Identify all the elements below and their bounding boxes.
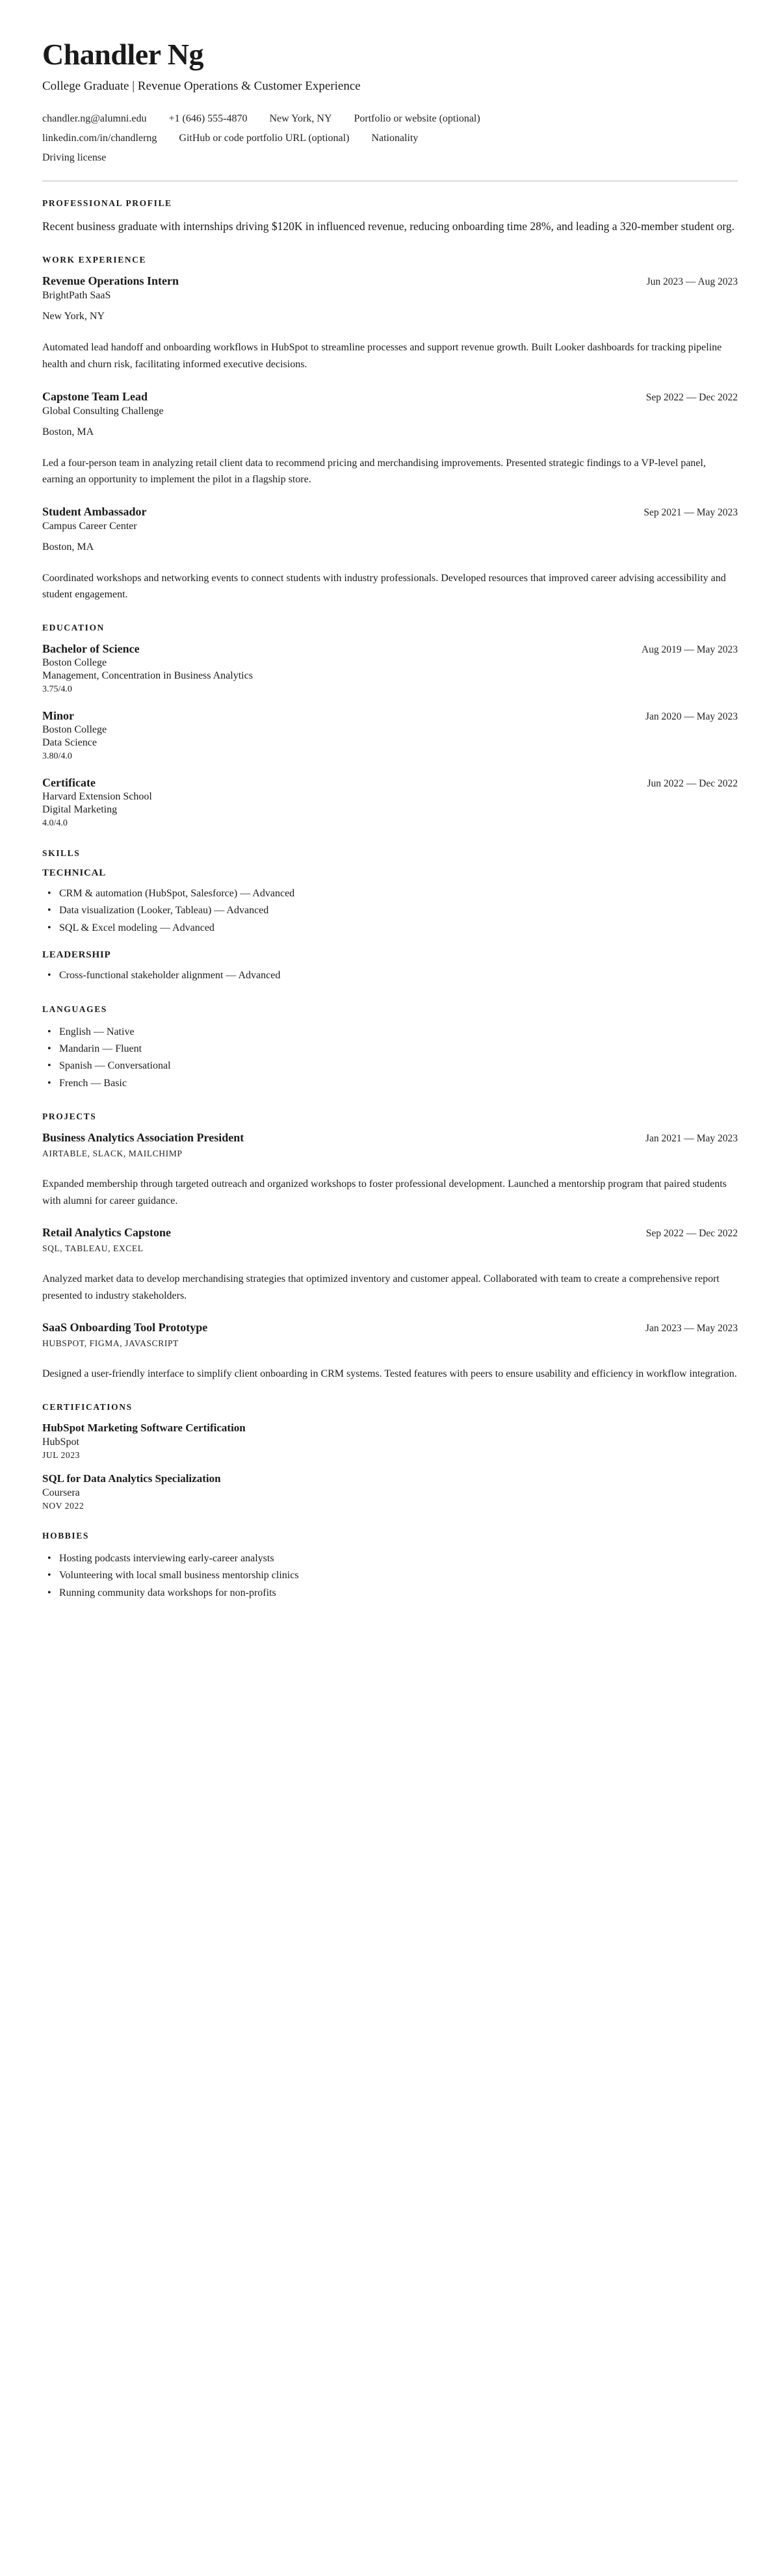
work-entry-head bbox=[42, 274, 738, 288]
education-entry-head bbox=[42, 642, 738, 656]
education-gpa: 3.80/4.0 bbox=[42, 751, 72, 761]
project-tools: SQL, TABLEAU, EXCEL bbox=[42, 1243, 144, 1254]
skills-group-technical bbox=[42, 868, 738, 937]
work-role: Student Ambassador bbox=[42, 504, 147, 518]
section-title-languages: LANGUAGES bbox=[42, 1004, 107, 1014]
certification-date: NOV 2022 bbox=[42, 1501, 84, 1511]
work-dates: Jun 2023 — Aug 2023 bbox=[646, 276, 738, 288]
certification-name: HubSpot Marketing Software Certification bbox=[42, 1422, 246, 1435]
language-item: • Mandarin — Fluent bbox=[59, 1041, 738, 1058]
section-skills bbox=[42, 848, 738, 985]
work-description: Led a four-person team in analyzing retail client data to recommend pricing and merchandising improvements. Presented strategic findings to a VP-level panel, earning an opportunity to implement the pilot in a flagship store. bbox=[42, 457, 706, 486]
project-dates: Jan 2023 — May 2023 bbox=[645, 1323, 738, 1334]
project-description: Analyzed market data to develop merchandising strategies that optimized inventory and customer appeal. Collaborated with team to create a comprehensive report presented to industry stakeholders. bbox=[42, 1273, 720, 1301]
education-school: Boston College bbox=[42, 723, 107, 735]
contact-line-1 bbox=[42, 113, 738, 125]
work-company: Global Consulting Challenge bbox=[42, 405, 164, 417]
section-projects bbox=[42, 1112, 738, 1383]
section-title-education: EDUCATION bbox=[42, 622, 105, 632]
hobbies-list bbox=[42, 1550, 738, 1602]
contact-linkedin: linkedin.com/in/chandlerng bbox=[42, 133, 157, 144]
skills-group-name: LEADERSHIP bbox=[42, 950, 111, 961]
candidate-name: Chandler Ng bbox=[42, 38, 203, 71]
profile-text: Recent business graduate with internships driving $120K in influenced revenue, reducing onboarding time 28%, and leading a 320-member student org. bbox=[42, 220, 734, 233]
hobby-item: • Hosting podcasts interviewing early-career analysts bbox=[59, 1550, 738, 1567]
education-degree: Certificate bbox=[42, 775, 96, 789]
language-item: • Spanish — Conversational bbox=[59, 1058, 738, 1074]
education-entry-head bbox=[42, 709, 738, 723]
section-title-hobbies: HOBBIES bbox=[42, 1531, 89, 1541]
project-entry bbox=[42, 1226, 738, 1304]
language-item: • French — Basic bbox=[59, 1075, 738, 1092]
project-name: SaaS Onboarding Tool Prototype bbox=[42, 1321, 208, 1334]
work-description: Automated lead handoff and onboarding workflows in HubSpot to streamline processes and support revenue growth. Built Looker dashboards for tracking pipeline health and churn risk, facilitating informed executive decisions. bbox=[42, 342, 722, 371]
hobby-item: • Running community data workshops for non-profits bbox=[59, 1585, 738, 1602]
section-title-projects: PROJECTS bbox=[42, 1112, 97, 1122]
education-entry bbox=[42, 776, 738, 829]
certification-org: Coursera bbox=[42, 1487, 80, 1499]
work-entry bbox=[42, 505, 738, 603]
contact-driving-license: Driving license bbox=[42, 152, 107, 164]
project-dates: Sep 2022 — Dec 2022 bbox=[645, 1228, 738, 1240]
work-company: Campus Career Center bbox=[42, 520, 137, 532]
section-work-experience bbox=[42, 255, 738, 603]
education-field: Data Science bbox=[42, 736, 97, 748]
contact-portfolio: Portfolio or website (optional) bbox=[354, 113, 480, 125]
skill-item: • Data visualization (Looker, Tableau) — Advanced bbox=[59, 902, 738, 919]
work-location: Boston, MA bbox=[42, 541, 94, 553]
project-entry-head bbox=[42, 1321, 738, 1334]
project-entry-head bbox=[42, 1131, 738, 1145]
section-title-skills: SKILLS bbox=[42, 848, 81, 858]
project-description: Expanded membership through targeted outreach and organized workshops to foster professional development. Launched a mentorship program that paired students with alumni for career guidance. bbox=[42, 1178, 727, 1206]
project-name: Business Analytics Association President bbox=[42, 1131, 244, 1145]
education-gpa: 3.75/4.0 bbox=[42, 684, 72, 694]
hobby-item: • Volunteering with local small business mentorship clinics bbox=[59, 1567, 738, 1584]
work-entry-head bbox=[42, 505, 738, 519]
work-role: Capstone Team Lead bbox=[42, 389, 148, 403]
education-entry bbox=[42, 709, 738, 762]
education-field: Management, Concentration in Business Analytics bbox=[42, 670, 253, 681]
education-school: Harvard Extension School bbox=[42, 790, 152, 802]
project-tools: AIRTABLE, SLACK, MAILCHIMP bbox=[42, 1149, 183, 1159]
skills-group-name: TECHNICAL bbox=[42, 867, 107, 878]
contact-nationality: Nationality bbox=[371, 133, 419, 144]
certification-org: HubSpot bbox=[42, 1437, 79, 1448]
section-hobbies bbox=[42, 1531, 738, 1602]
contact-phone: +1 (646) 555-4870 bbox=[168, 113, 248, 125]
certification-entry bbox=[42, 1422, 738, 1461]
work-dates: Sep 2021 — May 2023 bbox=[644, 506, 738, 518]
education-dates: Jun 2022 — Dec 2022 bbox=[647, 777, 738, 789]
project-description: Designed a user-friendly interface to simplify client onboarding in CRM systems. Tested features with peers to ensure usability and efficiency in workflow integration. bbox=[42, 1368, 737, 1380]
education-field: Digital Marketing bbox=[42, 803, 118, 815]
education-dates: Aug 2019 — May 2023 bbox=[641, 644, 738, 655]
section-education bbox=[42, 623, 738, 829]
work-company: BrightPath SaaS bbox=[42, 290, 111, 302]
education-degree: Bachelor of Science bbox=[42, 642, 140, 655]
education-gpa: 4.0/4.0 bbox=[42, 818, 68, 828]
work-location: Boston, MA bbox=[42, 426, 94, 437]
contact-email: chandler.ng@alumni.edu bbox=[42, 113, 147, 125]
work-entry bbox=[42, 274, 738, 372]
section-title-work: WORK EXPERIENCE bbox=[42, 255, 147, 265]
project-name: Retail Analytics Capstone bbox=[42, 1226, 171, 1240]
section-title-profile: PROFESSIONAL PROFILE bbox=[42, 198, 172, 209]
education-school: Boston College bbox=[42, 657, 107, 668]
work-description: Coordinated workshops and networking events to connect students with industry professionals. Developed resources that improved career advising accessibility and student engagement. bbox=[42, 572, 726, 601]
certification-entry bbox=[42, 1472, 738, 1511]
section-professional-profile bbox=[42, 198, 738, 235]
project-entry bbox=[42, 1321, 738, 1383]
section-certifications bbox=[42, 1402, 738, 1511]
work-location: New York, NY bbox=[42, 311, 105, 322]
certification-name: SQL for Data Analytics Specialization bbox=[42, 1472, 221, 1485]
section-languages bbox=[42, 1004, 738, 1093]
work-entry-head bbox=[42, 390, 738, 404]
project-dates: Jan 2021 — May 2023 bbox=[645, 1133, 738, 1145]
project-entry-head bbox=[42, 1226, 738, 1240]
contact-line-3 bbox=[42, 152, 738, 164]
project-entry bbox=[42, 1131, 738, 1209]
skills-list bbox=[42, 885, 738, 937]
work-entry bbox=[42, 390, 738, 488]
certification-date: JUL 2023 bbox=[42, 1450, 80, 1461]
work-dates: Sep 2022 — Dec 2022 bbox=[645, 391, 738, 403]
contact-line-2 bbox=[42, 133, 738, 144]
education-degree: Minor bbox=[42, 709, 74, 722]
education-entry bbox=[42, 642, 738, 695]
section-title-certifications: CERTIFICATIONS bbox=[42, 1402, 133, 1412]
skill-item: • SQL & Excel modeling — Advanced bbox=[59, 920, 738, 937]
project-tools: HUBSPOT, FIGMA, JAVASCRIPT bbox=[42, 1338, 179, 1349]
skills-list bbox=[42, 967, 738, 984]
language-item: • English — Native bbox=[59, 1024, 738, 1041]
skill-item: • CRM & automation (HubSpot, Salesforce) — Advanced bbox=[59, 885, 738, 902]
contact-github: GitHub or code portfolio URL (optional) bbox=[179, 133, 350, 144]
languages-list bbox=[42, 1024, 738, 1093]
contact-location: New York, NY bbox=[269, 113, 332, 125]
candidate-headline: College Graduate | Revenue Operations & Customer Experience bbox=[42, 79, 361, 94]
skill-item: • Cross-functional stakeholder alignment — Advanced bbox=[59, 967, 738, 984]
education-entry-head bbox=[42, 776, 738, 790]
work-role: Revenue Operations Intern bbox=[42, 274, 179, 288]
education-dates: Jan 2020 — May 2023 bbox=[645, 710, 738, 722]
skills-group-leadership bbox=[42, 950, 738, 984]
